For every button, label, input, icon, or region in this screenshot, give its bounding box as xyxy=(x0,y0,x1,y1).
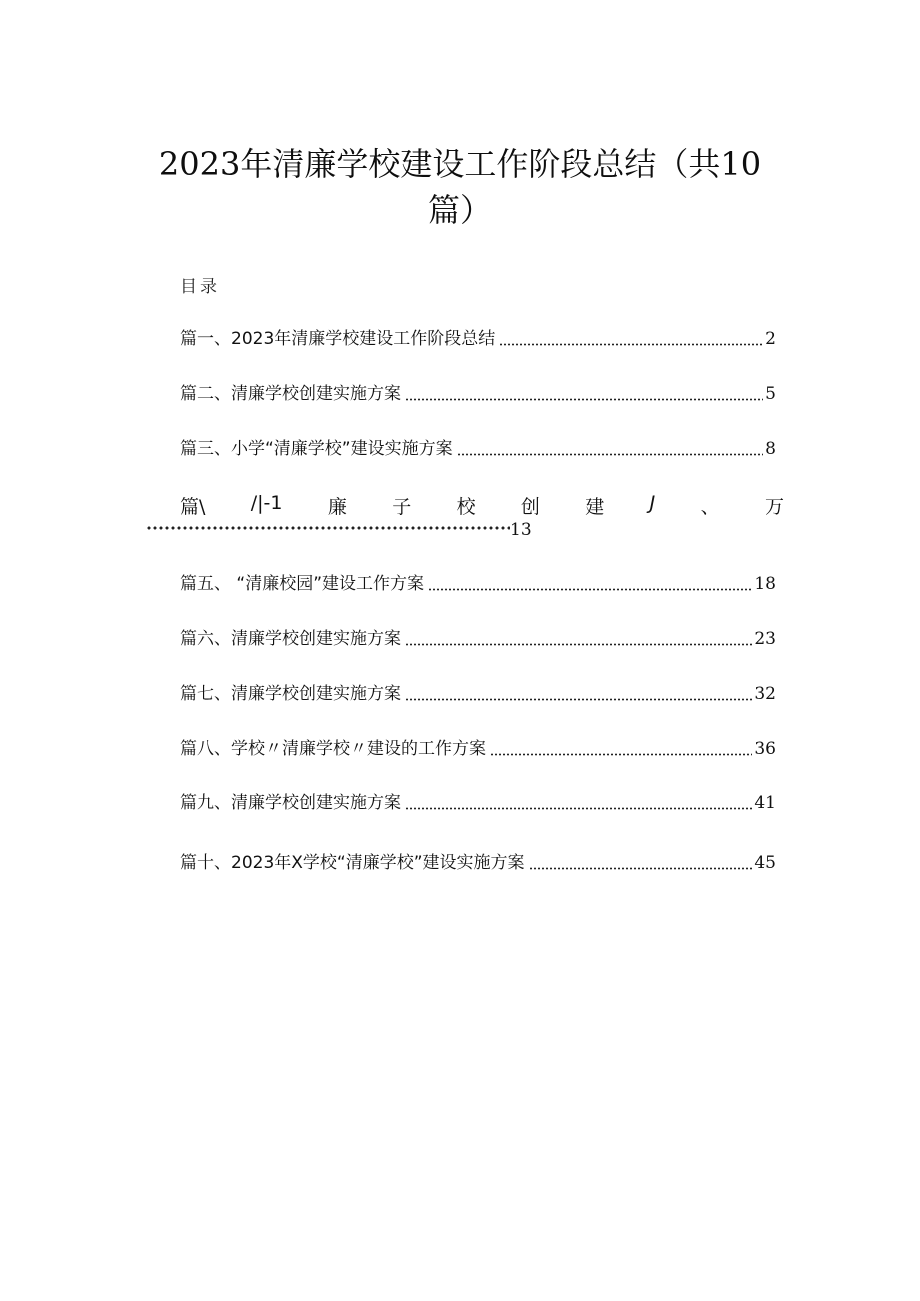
toc-page-number: 36 xyxy=(754,739,776,759)
leader-dots xyxy=(405,807,752,810)
toc-entry-9[interactable] xyxy=(180,788,776,814)
leader-dots xyxy=(457,453,764,456)
garbled-char: 创 xyxy=(520,496,540,518)
toc-entry-1[interactable] xyxy=(180,324,776,350)
garbled-char: J xyxy=(649,492,656,514)
leader-dots xyxy=(405,643,752,646)
toc-entry-4-garbled[interactable] xyxy=(180,492,784,518)
garbled-char: 子 xyxy=(392,496,412,518)
toc-page-number: 18 xyxy=(754,574,776,594)
toc-entry-label: 篇五、 “清廉校园”建设工作方案 xyxy=(180,574,425,594)
toc-page-number: 23 xyxy=(754,629,776,649)
toc-entry-8[interactable] xyxy=(180,734,776,760)
toc-entry-5[interactable] xyxy=(180,569,776,595)
leader-dots xyxy=(405,398,763,401)
toc-entry-label: 篇二、清廉学校创建实施方案 xyxy=(180,384,401,404)
toc-entry-3[interactable] xyxy=(180,434,776,460)
leader-dots xyxy=(490,753,752,756)
toc-entry-label: 篇三、小学“清廉学校”建设实施方案 xyxy=(180,439,453,459)
leader-dots xyxy=(428,588,752,591)
toc-page-number: 13 xyxy=(510,520,532,540)
toc-heading: 目录 xyxy=(180,277,220,297)
garbled-char: /|-1 xyxy=(250,492,283,514)
garbled-char: 建 xyxy=(585,496,605,518)
leader-dots xyxy=(146,526,510,530)
toc-entry-7[interactable] xyxy=(180,679,776,705)
garbled-char: 校 xyxy=(456,496,476,518)
toc-page-number: 8 xyxy=(765,439,776,459)
toc-entry-10[interactable] xyxy=(180,848,776,874)
garbled-char: 万 xyxy=(764,496,784,518)
garbled-char: 、 xyxy=(700,496,720,518)
toc-entry-label: 篇八、学校〃清廉学校〃建设的工作方案 xyxy=(180,739,486,759)
leader-dots xyxy=(499,343,763,346)
toc-entry-6[interactable] xyxy=(180,624,776,650)
toc-entry-label: 篇十、2023年X学校“清廉学校”建设实施方案 xyxy=(180,853,525,873)
leader-dots xyxy=(405,698,752,701)
title-line-2: 篇） xyxy=(427,191,492,229)
toc-page-number: 5 xyxy=(765,384,776,404)
leader-dots xyxy=(529,867,753,870)
toc-page-number: 2 xyxy=(765,329,776,349)
garbled-char: 廉 xyxy=(327,496,347,518)
garbled-char: 篇\ xyxy=(180,496,206,518)
toc-entry-label: 篇七、清廉学校创建实施方案 xyxy=(180,684,401,704)
toc-entry-label: 篇一、2023年清廉学校建设工作阶段总结 xyxy=(180,329,496,349)
toc-page-number: 41 xyxy=(754,793,776,813)
toc-entry-label: 篇九、清廉学校创建实施方案 xyxy=(180,793,401,813)
toc-entry-2[interactable] xyxy=(180,379,776,405)
title-line-1: 2023年清廉学校建设工作阶段总结（共10 xyxy=(158,145,762,183)
toc-page-number: 45 xyxy=(754,853,776,873)
toc-page-number: 32 xyxy=(754,684,776,704)
toc-entry-label: 篇六、清廉学校创建实施方案 xyxy=(180,629,401,649)
